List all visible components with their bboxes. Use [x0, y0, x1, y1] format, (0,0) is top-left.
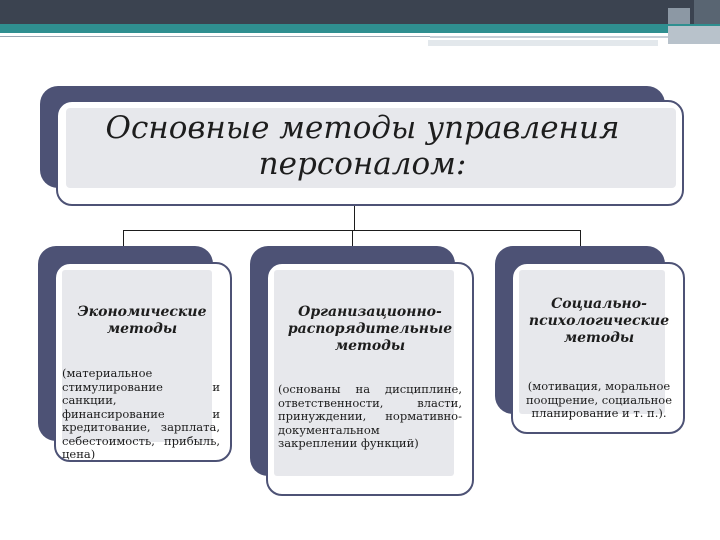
organizational-methods-heading: Организационно-распорядительные методы [287, 304, 453, 354]
connector-vertical-main [354, 206, 355, 230]
organizational-methods-text: (основаны на дисциплине, ответственности, власти, принуждении, нормативно-документальном закреплении функций) [278, 382, 462, 450]
decor-strip [428, 40, 658, 46]
divider-line [0, 36, 430, 37]
connector-center [352, 230, 353, 246]
organizational-card [266, 262, 474, 496]
economic-methods-heading: Экономические методы [77, 304, 207, 337]
diagram-title: Основные методы управления персоналом: [105, 110, 620, 182]
connector-left [123, 230, 124, 246]
social-methods-text: (мотивация, моральное поощрение, социальное планирование и т. п.). [525, 379, 673, 420]
divider-line-secondary [430, 36, 670, 38]
teal-bar [0, 24, 720, 33]
connector-right [580, 230, 581, 246]
social-methods-heading: Социально-психологические методы [528, 296, 670, 346]
economic-methods-text: (материальное стимулирование и санкции, финансирование и кредитование, зарплата, себестоимость, прибыль, цена) [62, 366, 220, 461]
top-bar [0, 0, 720, 24]
corner-decoration [668, 0, 720, 48]
